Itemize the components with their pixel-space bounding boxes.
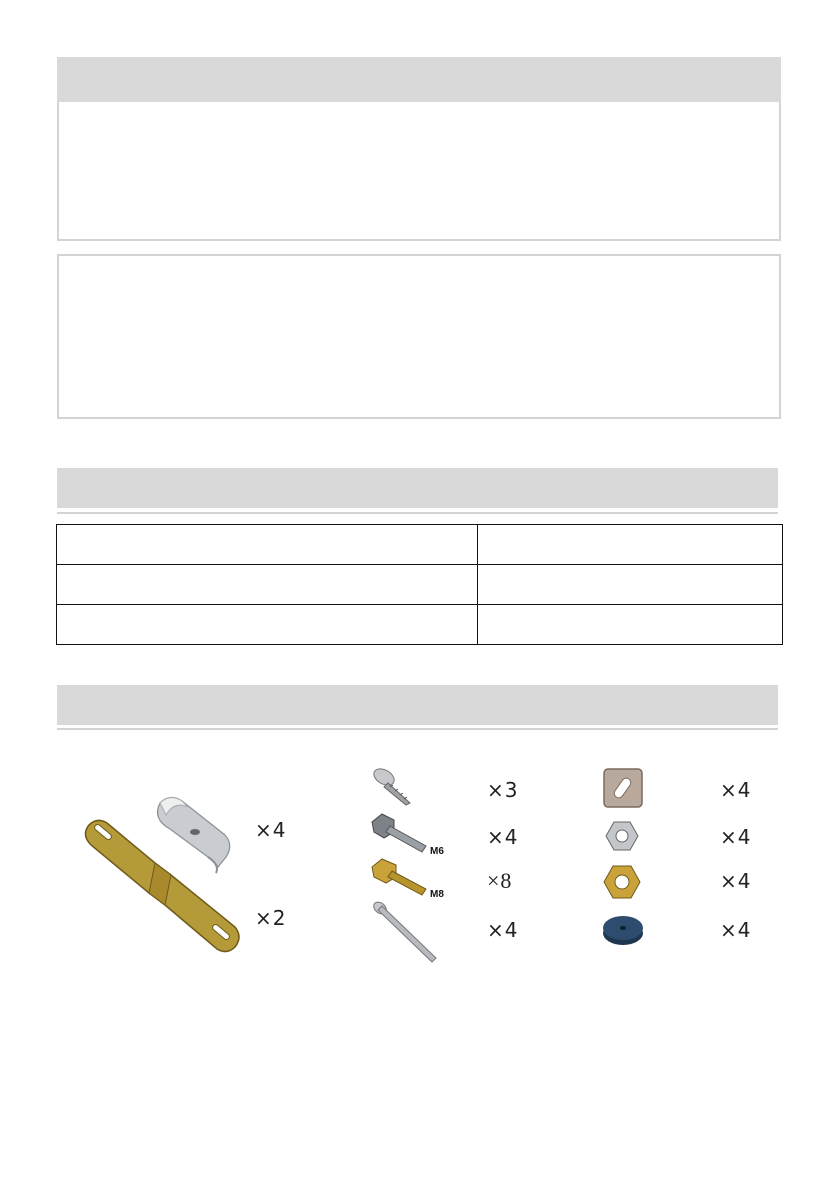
hex-nut-silver-image [605,820,639,852]
table-cell [478,565,783,605]
content-panel-1 [57,102,781,241]
m8-label: M8 [430,889,444,900]
screw-quantity-3: ×8 [487,868,513,893]
table-cell [478,525,783,565]
nut-quantity-1: ×4 [720,778,752,802]
screw-quantity-2: ×4 [487,825,519,849]
table-cell [57,525,478,565]
section-header-bar-3 [57,685,778,725]
table-cell [57,565,478,605]
content-panel-2 [57,254,781,419]
mounting-plate-image [75,815,247,960]
table-cell [57,605,478,645]
rubber-washer-image [601,913,645,947]
table-row [57,565,783,605]
hex-nut-brass-image [603,864,641,900]
m8-bolt-image [368,857,458,902]
section-underline-3 [57,728,778,730]
long-screw-image [370,898,445,968]
clip-quantity: ×4 [255,818,287,842]
section-header-bar-1 [57,57,781,104]
self-tapping-screw-image [370,765,420,810]
nut-quantity-2: ×4 [720,825,752,849]
table-row [57,605,783,645]
spec-table [56,524,783,645]
section-underline-2 [57,512,778,514]
nut-quantity-4: ×4 [720,918,752,942]
section-header-bar-2 [57,468,778,508]
screw-quantity-1: ×3 [487,778,519,802]
screw-quantity-4: ×4 [487,918,519,942]
nut-quantity-3: ×4 [720,869,752,893]
table-cell [478,605,783,645]
m6-bolt-image [368,812,458,857]
square-washer-image [600,765,648,813]
plate-quantity: ×2 [255,906,287,930]
table-row [57,525,783,565]
m6-label: M6 [430,846,444,857]
